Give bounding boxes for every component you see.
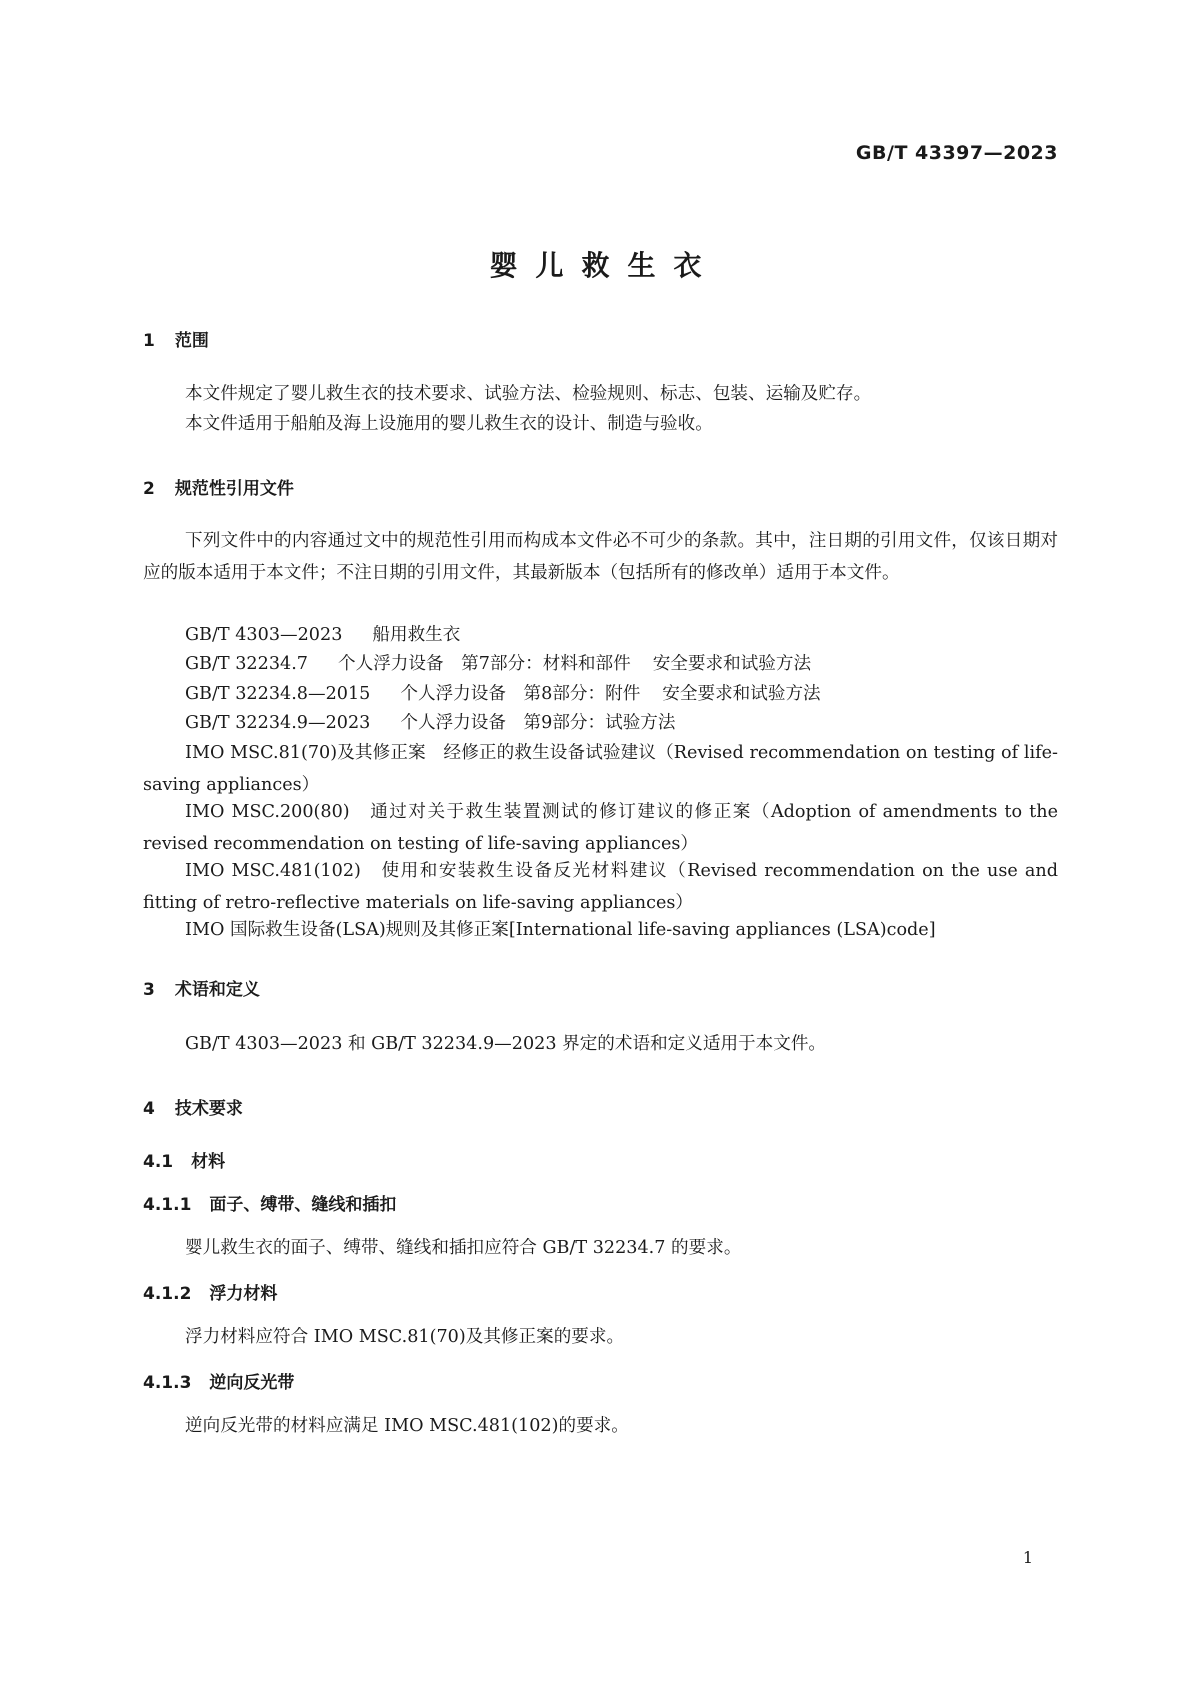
clause-number: 4.1.2 (143, 1284, 192, 1304)
section-1-heading (143, 326, 209, 351)
reference-item (185, 709, 675, 734)
clause-4-1-1-text: 婴儿救生衣的面子、缚带、缝线和插扣应符合 GB/T 32234.7 的要求。 (185, 1238, 742, 1258)
section-1-paragraph-2: 本文件适用于船舶及海上设施用的婴儿救生衣的设计、制造与验收。 (185, 414, 713, 434)
section-1-paragraph-1: 本文件规定了婴儿救生衣的技术要求、试验方法、检验规则、标志、包装、运输及贮存。 (185, 384, 872, 404)
imo-reference: IMO MSC.81(70)及其修正案 经修正的救生设备试验建议（Revised recommendation on testing of life-saving appliances） (143, 743, 1058, 795)
imo-reference: IMO MSC.200(80) 通过对关于救生装置测试的修订建议的修正案（Adoption of amendments to the revised recommendation on testing of life-saving appliances） (143, 802, 1058, 854)
reference-code: GB/T 4303—2023 (185, 625, 343, 645)
reference-subtitle: 安全要求和试验方法 (662, 684, 821, 704)
document-title: 婴儿救生衣 (489, 249, 720, 282)
clause-4-1-2-heading (143, 1279, 277, 1304)
clause-number: 4.1.3 (143, 1373, 192, 1393)
clause-4-1-1-heading (143, 1190, 396, 1215)
reference-title: 个人浮力设备 第7部分：材料和部件 (338, 654, 631, 674)
reference-subtitle: 安全要求和试验方法 (652, 654, 812, 674)
page-number: 1 (1022, 1548, 1033, 1567)
section-title: 规范性引用文件 (174, 479, 294, 499)
reference-item (185, 650, 811, 675)
section-3-heading (143, 975, 260, 1000)
reference-item (185, 621, 460, 646)
clause-number: 4.1.1 (143, 1195, 192, 1215)
section-number: 4 (143, 1099, 155, 1119)
section-title: 术语和定义 (174, 980, 260, 1000)
section-3-paragraph: GB/T 4303—2023 和 GB/T 32234.9—2023 界定的术语和定义适用于本文件。 (185, 1034, 827, 1054)
imo-reference: IMO 国际救生设备(LSA)规则及其修正案[International life-saving appliances (LSA)code] (185, 920, 936, 940)
reference-code: GB/T 32234.8—2015 (185, 684, 371, 704)
clause-title: 逆向反光带 (209, 1373, 295, 1393)
standard-code: GB/T 43397—2023 (855, 142, 1058, 164)
subsection-number: 4.1 (143, 1152, 174, 1172)
section-4-heading (143, 1094, 243, 1119)
reference-code: GB/T 32234.7 (185, 654, 308, 674)
clause-title: 浮力材料 (209, 1284, 278, 1304)
clause-4-1-2-text: 浮力材料应符合 IMO MSC.81(70)及其修正案的要求。 (185, 1327, 625, 1347)
section-2-intro: 下列文件中的内容通过文中的规范性引用而构成本文件必不可少的条款。其中，注日期的引用文件，仅该日期对应的版本适用于本文件；不注日期的引用文件，其最新版本（包括所有的修改单）适用于本文件。 (143, 531, 1058, 583)
reference-title: 船用救生衣 (372, 625, 461, 645)
reference-item (185, 680, 821, 705)
imo-reference: IMO MSC.481(102) 使用和安装救生设备反光材料建议（Revised recommendation on the use and fitting of retro-reflective materials on life-saving appliances） (143, 861, 1058, 913)
section-title: 范围 (174, 331, 209, 351)
subsection-4-1-heading (143, 1147, 225, 1172)
clause-4-1-3-heading (143, 1368, 294, 1393)
reference-code: GB/T 32234.9—2023 (185, 713, 371, 733)
clause-title: 面子、缚带、缝线和插扣 (209, 1195, 397, 1215)
section-2-heading (143, 474, 294, 499)
section-number: 3 (143, 980, 155, 1000)
section-number: 2 (143, 479, 155, 499)
reference-title: 个人浮力设备 第8部分：附件 (400, 684, 641, 704)
clause-4-1-3-text: 逆向反光带的材料应满足 IMO MSC.481(102)的要求。 (185, 1416, 629, 1436)
section-title: 技术要求 (174, 1099, 243, 1119)
section-number: 1 (143, 331, 155, 351)
reference-title: 个人浮力设备 第9部分：试验方法 (400, 713, 676, 733)
subsection-title: 材料 (191, 1152, 226, 1172)
